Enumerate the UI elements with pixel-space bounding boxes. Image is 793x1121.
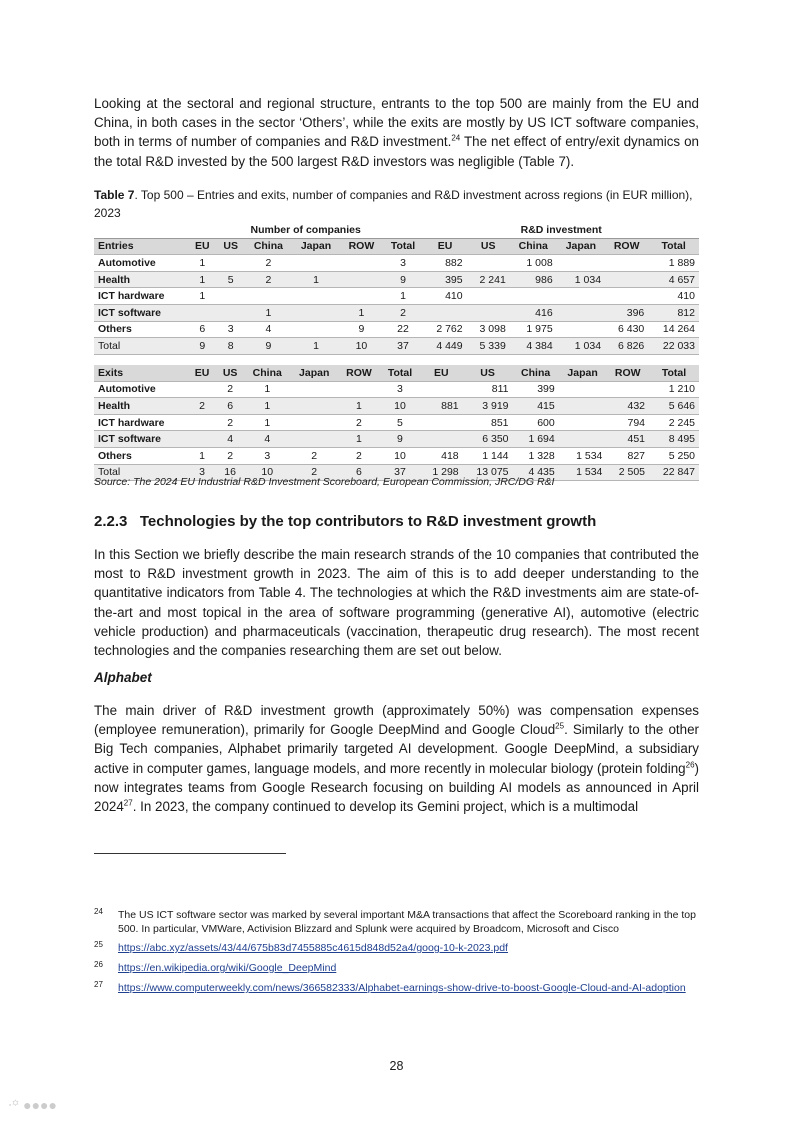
footnote-25 [94,941,699,955]
column-header: China [245,238,292,255]
table-cell: 1 889 [648,255,699,272]
table-cell: 1 328 [513,447,559,464]
table-cell: 9 [188,338,216,355]
table-cell [216,255,244,272]
table-cell: 410 [648,288,699,305]
table-cell: 3 098 [467,321,510,338]
table-cell: 4 435 [513,464,559,481]
row-label: Total [94,338,188,355]
table-cell [292,255,340,272]
table-caption [94,186,699,222]
table-cell [290,414,338,431]
table-cell [510,288,557,305]
row-label: Health [94,398,188,415]
table-cell: 9 [245,338,292,355]
table-cell: 22 [383,321,424,338]
table-cell: 451 [606,431,649,448]
table-row [94,255,699,272]
text: Looking at the sectoral and regional structure, entrants to the top 500 are mainly from the EU and China, in both cases in the sector ‘Others’, while the exits are mostly by US ICT software companies, both in terms of number of companies and R&D investment. [94,96,699,150]
table-cell: 2 762 [423,321,466,338]
footnote-number: 27 [94,980,103,989]
column-header: US [467,238,510,255]
table-row [94,338,699,355]
column-header: US [216,238,244,255]
group-header-row [94,222,699,238]
table-cell: 10 [380,447,420,464]
table-cell: 1 144 [463,447,513,464]
column-header: ROW [338,365,380,381]
column-header: Exits [94,365,188,381]
table-cell: 4 384 [510,338,557,355]
footnote-link[interactable]: https://en.wikipedia.org/wiki/Google_DeepMind [118,962,337,974]
footnote-ref[interactable]: 24 [451,133,461,143]
table-cell: 399 [513,381,559,398]
table-cell: 811 [463,381,513,398]
column-header: EU [423,238,466,255]
table-cell: 2 [188,398,216,415]
table-cell: 6 [338,464,380,481]
table-cell [338,381,380,398]
table-cell: 2 [290,464,338,481]
table-header-row [94,365,699,381]
intro-paragraph [94,94,699,171]
table-cell: 4 [244,431,290,448]
table-cell: 10 [380,398,420,415]
table-cell [605,271,648,288]
column-header: China [510,238,557,255]
table-cell [606,381,649,398]
table-cell [559,381,607,398]
table-cell: 37 [383,338,424,355]
table-cell: 1 [245,304,292,321]
column-header: Total [383,238,424,255]
row-label: ICT hardware [94,288,188,305]
table-cell [290,398,338,415]
table-cell: 1 [188,447,216,464]
table-cell: 1 [188,271,216,288]
table-cell: 416 [510,304,557,321]
table-cell: 6 [188,321,216,338]
table-cell: 3 [383,255,424,272]
table-cell: 6 826 [605,338,648,355]
footnote-link[interactable]: https://abc.xyz/assets/43/44/675b83d7455885c4615d848d52a4/goog-10-k-2023.pdf [118,942,508,954]
table-cell: 794 [606,414,649,431]
table-cell: 2 [216,381,244,398]
table-source: Source: The 2024 EU Industrial R&D Investment Scoreboard, European Commission, JRC/DG R&I [94,476,555,488]
column-header: Total [649,365,699,381]
table-cell: 410 [423,288,466,305]
table-cell: 1 975 [510,321,557,338]
table-cell: 851 [463,414,513,431]
caption-text: . Top 500 – Entries and exits, number of companies and R&D investment across regions (in EUR million), 2023 [94,188,693,220]
column-header: US [216,365,244,381]
footnote-ref[interactable]: 26 [685,760,695,770]
table-cell: 1 034 [557,271,605,288]
footnote-text: The US ICT software sector was marked by several important M&A transactions that affect the Scoreboard ranking in the top 500. In particular, VMWare, Activision Blizzard and Splunk were acquired by Broadcom, Microsoft and Cisco [118,909,696,935]
watermark-logo: ᐧ꙳ ●●●● [8,1097,57,1113]
column-header: ROW [340,238,382,255]
entries-table [94,222,699,355]
table-cell: 827 [606,447,649,464]
table-cell [188,414,216,431]
table-cell: 1 [188,288,216,305]
table-cell: 1 [244,398,290,415]
table-cell [340,288,382,305]
table-cell [467,304,510,321]
table-cell: 1 210 [649,381,699,398]
table-cell: 6 [216,398,244,415]
table-cell [557,288,605,305]
table-cell [557,304,605,321]
table-cell: 3 [244,447,290,464]
table-cell: 22 033 [648,338,699,355]
row-label: Automotive [94,381,188,398]
table-cell: 4 449 [423,338,466,355]
table-cell [557,255,605,272]
table-cell: 1 [244,381,290,398]
table-cell [292,304,340,321]
table-row [94,271,699,288]
table-cell [290,431,338,448]
table-cell: 1 [292,271,340,288]
table-cell: 9 [380,431,420,448]
table-cell: 2 241 [467,271,510,288]
table-row [94,288,699,305]
table-cell: 2 [290,447,338,464]
table-cell: 2 [245,271,292,288]
table-cell: 1 694 [513,431,559,448]
table-cell: 881 [420,398,463,415]
table-cell: 22 847 [649,464,699,481]
caption-label: Table 7 [94,188,135,202]
table-row [94,398,699,415]
column-header: ROW [606,365,649,381]
table-cell: 1 008 [510,255,557,272]
table-cell: 10 [340,338,382,355]
table-cell: 37 [380,464,420,481]
table-cell: 4 657 [648,271,699,288]
table-cell [216,304,244,321]
table-cell: 8 [216,338,244,355]
table-cell [605,255,648,272]
table-cell [188,381,216,398]
table-cell: 3 [188,464,216,481]
column-header: ROW [605,238,648,255]
table-row [94,304,699,321]
footnote-number: 25 [94,940,103,949]
table-cell: 2 [216,447,244,464]
table-cell: 418 [420,447,463,464]
table-cell: 395 [423,271,466,288]
table-cell: 9 [340,321,382,338]
table-cell: 2 [216,414,244,431]
column-header: China [244,365,290,381]
table-cell: 10 [244,464,290,481]
table-cell [340,271,382,288]
footnote-number: 24 [94,907,103,916]
table-cell [420,431,463,448]
table-cell: 600 [513,414,559,431]
table-cell [340,255,382,272]
cell [94,222,188,238]
text: ) now integrates teams from Google Research focusing on building AI models as announced in April 2024 [94,760,699,815]
table-cell [559,414,607,431]
table-cell: 882 [423,255,466,272]
table-cell: 2 [383,304,424,321]
subheading-alphabet: Alphabet [94,670,152,685]
table-row [94,431,699,448]
column-header: Japan [290,365,338,381]
table-cell: 1 034 [557,338,605,355]
page-number: 28 [389,1059,404,1073]
exits-table [94,365,699,481]
footnote-link[interactable]: https://www.computerweekly.com/news/366582333/Alphabet-earnings-show-drive-to-boost-Google-Cloud-and-AI-adoption [118,982,686,994]
table-cell [292,288,340,305]
table-cell: 2 245 [649,414,699,431]
table-row [94,447,699,464]
table-row [94,414,699,431]
alphabet-paragraph [94,701,699,816]
column-header: Entries [94,238,188,255]
column-header: China [513,365,559,381]
group-header: R&D investment [423,222,699,238]
table-cell: 812 [648,304,699,321]
table-cell: 5 646 [649,398,699,415]
column-header: US [463,365,513,381]
column-header: EU [420,365,463,381]
table-cell [188,431,216,448]
table-cell [420,381,463,398]
table-cell [245,288,292,305]
row-label: ICT hardware [94,414,188,431]
column-header: Total [380,365,420,381]
table-cell: 1 [292,338,340,355]
table-cell: 415 [513,398,559,415]
row-label: Others [94,321,188,338]
table-cell: 1 298 [420,464,463,481]
footnote-24 [94,908,699,936]
column-header: EU [188,238,216,255]
table-cell: 8 495 [649,431,699,448]
table-cell [605,288,648,305]
table-cell: 5 [380,414,420,431]
table-cell [420,414,463,431]
table-cell: 2 [338,414,380,431]
section-heading: 2.2.3 Technologies by the top contributors to R&D investment growth [94,513,597,530]
table-cell: 16 [216,464,244,481]
table-cell [423,304,466,321]
table-cell [216,288,244,305]
row-label: Others [94,447,188,464]
table-cell: 3 [216,321,244,338]
table-cell: 2 [245,255,292,272]
table-cell: 1 [383,288,424,305]
table-cell [559,431,607,448]
table-cell [467,288,510,305]
table-row [94,321,699,338]
footnote-divider [94,853,286,854]
row-label: ICT software [94,304,188,321]
table-cell: 4 [245,321,292,338]
text: . In 2023, the company continued to develop its Gemini project, which is a multimodal [132,799,639,815]
table-cell: 3 919 [463,398,513,415]
table-cell: 1 [338,431,380,448]
table-cell: 1 [340,304,382,321]
group-header: Number of companies [188,222,423,238]
table-cell: 986 [510,271,557,288]
footnote-ref[interactable]: 27 [123,798,133,808]
row-label: Health [94,271,188,288]
column-header: Japan [559,365,607,381]
table-cell [559,398,607,415]
table-cell: 1 534 [559,447,607,464]
row-label: ICT software [94,431,188,448]
row-label: Total [94,464,188,481]
column-header: Total [648,238,699,255]
text: . Similarly to the other Big Tech companies, Alphabet primarily targeted AI development. Google DeepMind, a subsidiary active in computer games, language models, and more recently in molecular biology (protein folding [94,722,699,776]
table-cell: 2 505 [606,464,649,481]
table-cell: 2 [338,447,380,464]
text: The main driver of R&D investment growth (approximately 50%) was compensation expenses (employee remuneration), primarily for Google DeepMind and Google Cloud [94,703,699,738]
row-label: Automotive [94,255,188,272]
table-cell [290,381,338,398]
column-header: Japan [557,238,605,255]
table-cell [467,255,510,272]
table-cell: 5 [216,271,244,288]
table-cell: 1 [188,255,216,272]
section-paragraph: In this Section we briefly describe the main research strands of the 10 companies that contributed the most to R&D investment growth in 2023. The aim of this is to add deeper understanding to the quantitative indicators from Table 4. The technologies at which the R&D investments aim are state-of-the-art and most topical in the area of software programming (generative AI), automotive (electric vehicle production) and pharmaceuticals (vaccination, therapeutic drug research). The most recent technologies and the companies researching them are set out below. [94,547,699,659]
column-header: EU [188,365,216,381]
table-cell: 5 250 [649,447,699,464]
table-cell: 6 430 [605,321,648,338]
table-cell: 4 [216,431,244,448]
column-header: Japan [292,238,340,255]
table-cell: 396 [605,304,648,321]
footnote-ref[interactable]: 25 [555,721,565,731]
table-header-row [94,238,699,255]
footnote-number: 26 [94,960,103,969]
table-cell: 3 [380,381,420,398]
table-cell: 13 075 [463,464,513,481]
table-cell [557,321,605,338]
table-cell: 6 350 [463,431,513,448]
table-cell: 1 [338,398,380,415]
table-cell: 5 339 [467,338,510,355]
table-cell [188,304,216,321]
table-cell: 9 [383,271,424,288]
table-row [94,381,699,398]
table-cell: 14 264 [648,321,699,338]
footnote-26 [94,961,699,975]
footnote-27 [94,981,699,995]
table-cell: 1 534 [559,464,607,481]
table-cell: 432 [606,398,649,415]
table-cell: 1 [244,414,290,431]
text: The net effect of entry/exit dynamics on the total R&D invested by the 500 largest R&D investors was negligible (Table 7). [94,134,699,169]
table-cell [292,321,340,338]
